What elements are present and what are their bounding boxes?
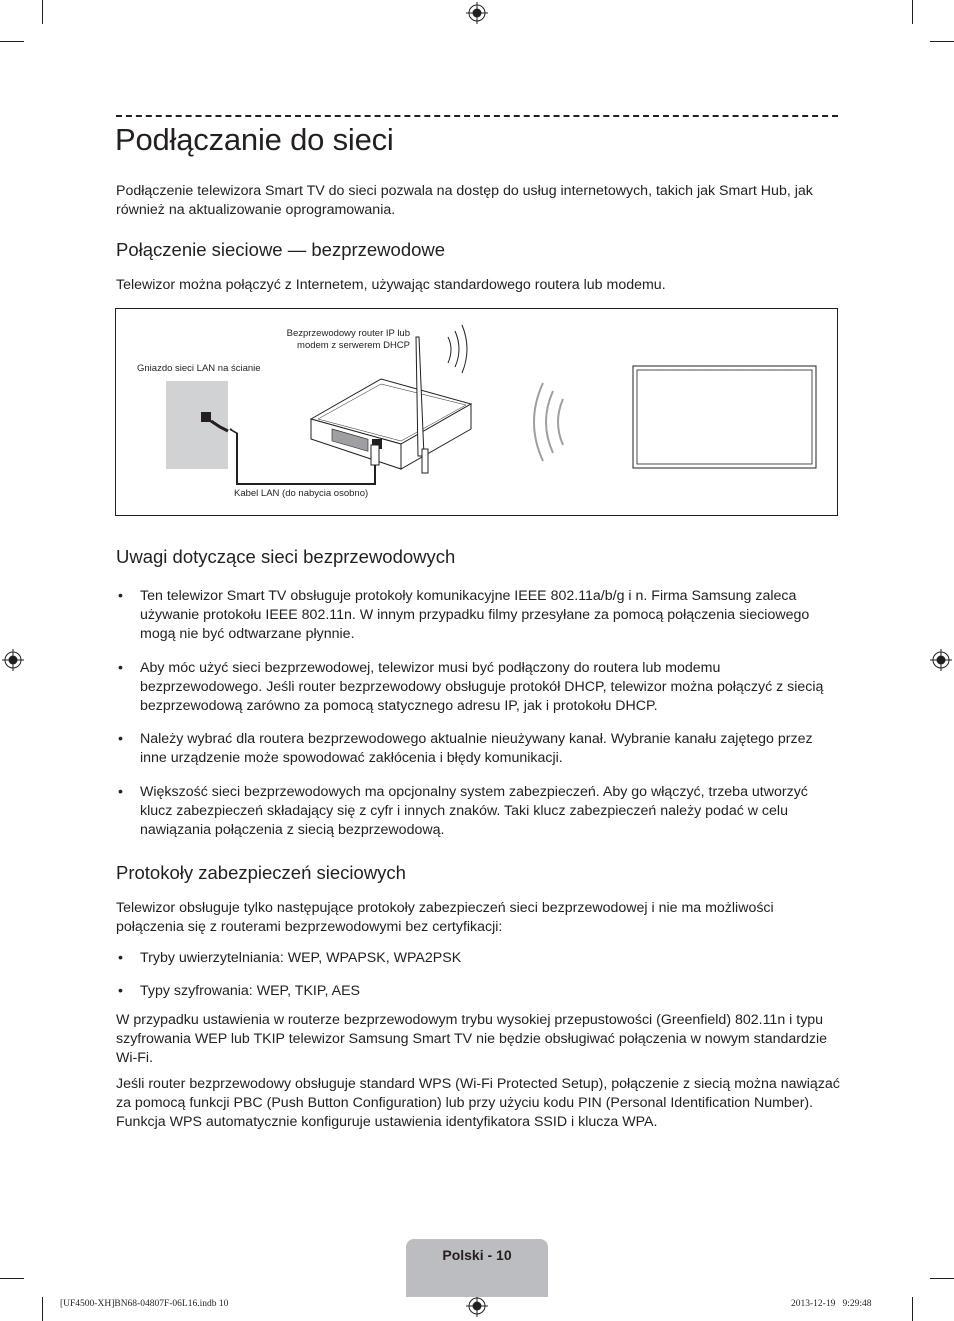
crop-mark [42,0,43,24]
section-heading-wireless-notes: Uwagi dotyczące sieci bezprzewodowych [116,546,456,567]
bullet-icon: • [118,950,123,966]
registration-mark-icon [466,2,488,24]
network-diagram [115,308,838,516]
list-item-text: Należy wybrać dla routera bezprzewodowego aktualnie nieużywany kanał. Wybranie kanału zajętego przez inne urządzenie może spowodować zakłócenia i błędy komunikacji. [140,731,813,766]
tv-icon [633,366,816,468]
cable-label: Kabel LAN (do nabycia osobno) [234,488,369,499]
section-heading-security: Protokoły zabezpieczeń sieciowych [116,862,406,883]
router-label: Bezprzewodowy router IP lub modem z serwerem DHCP [286,328,410,351]
wps-paragraph: Jeśli router bezprzewodowy obsługuje standard WPS (Wi-Fi Protected Setup), połączenie z siecią można nawiązać za pomocą funkcji PBC (Push Button Configuration) lub przy użyciu kodu PIN (Personal Identification Number). Funkcja WPS automatycznie konfiguruje ustawienia identyfikatora SSID i klucza WPA. [116,1076,840,1130]
wall-socket-label: Gniazdo sieci LAN na ścianie [137,363,261,374]
footer-file-name: [UF4500-XH]BN68-04807F-06L16.indb 10 [60,1299,229,1309]
section-wireless-text: Telewizor można połączyć z Internetem, używając standardowego routera lub modemu. [116,277,666,293]
list-item-text: Aby móc użyć sieci bezprzewodowej, telewizor musi być podłączony do routera lub modemu bezprzewodowego. Jeśli router bezprzewodowy obsługuje protokół DHCP, telewizor można połączyć z siecią bezprzewodową zarówno za pomocą statycznego adresu IP, jak i protokołu DHCP. [140,660,824,714]
list-item-text: Typy szyfrowania: WEP, TKIP, AES [140,983,360,999]
bullet-icon: • [118,660,123,676]
wifi-waves-icon [534,383,563,461]
bullet-icon: • [118,731,123,747]
page-number: Polski - 10 [442,1247,512,1263]
list-item-text: Tryby uwierzytelniania: WEP, WPAPSK, WPA2PSK [140,950,462,966]
bullet-icon: • [118,784,123,800]
page-title: Podłączanie do sieci [115,122,394,157]
list-item-text: Ten telewizor Smart TV obsługuje protokoły komunikacyjne IEEE 802.11a/b/g i n. Firma Samsung zaleca używanie protokołu IEEE 802.11n. W innym przypadku filmy przesyłane za pomocą połączenia sieciowego mogą nie być odtwarzane płynnie. [140,588,810,642]
page-number-tab [406,1239,548,1297]
greenfield-paragraph: W przypadku ustawienia w routerze bezprzewodowym trybu wysokiej przepustowości (Greenfield) 802.11n i typu szyfrowania WEP lub TKIP telewizor Samsung Smart TV nie będzie obsługiwać połączenia w nowym standardzie Wi-Fi. [116,1012,828,1066]
section-security-text: Telewizor obsługuje tylko następujące protokoły zabezpieczeń sieci bezprzewodowej i nie ma możliwości połączenia się z routerami bezprzewodowymi bez certyfikacji: [116,900,774,935]
intro-paragraph: Podłączenie telewizora Smart TV do sieci pozwala na dostęp do usług internetowych, takich jak Smart Hub, jak również na aktualizowanie oprogramowania. [116,183,813,218]
crop-mark [912,0,913,24]
bullet-icon: • [118,588,123,604]
list-item-text: Większość sieci bezprzewodowych ma opcjonalny system zabezpieczeń. Aby go włączyć, trzeba utworzyć klucz zabezpieczeń składający się z cyfr i innych znaków. Taki klucz zabezpieczeń należy podać w celu nawiązania połączenia z siecią bezprzewodową. [140,784,808,838]
registration-mark-icon [466,1295,488,1317]
crop-mark [0,41,24,42]
router-icon [311,337,471,473]
wifi-waves-icon [448,325,467,373]
crop-mark [930,41,954,42]
diagram-illustration [116,309,837,515]
footer-timestamp: 2013-12-19 9:29:48 [791,1299,872,1309]
registration-mark-icon [2,649,24,671]
crop-mark [930,1278,954,1279]
wall-socket-icon [166,381,228,469]
crop-mark [42,1297,43,1321]
bullet-icon: • [118,983,123,999]
crop-mark [912,1297,913,1321]
title-dashed-rule [116,115,838,117]
crop-mark [0,1278,24,1279]
registration-mark-icon [930,649,952,671]
section-heading-wireless: Połączenie sieciowe — bezprzewodowe [116,239,446,260]
